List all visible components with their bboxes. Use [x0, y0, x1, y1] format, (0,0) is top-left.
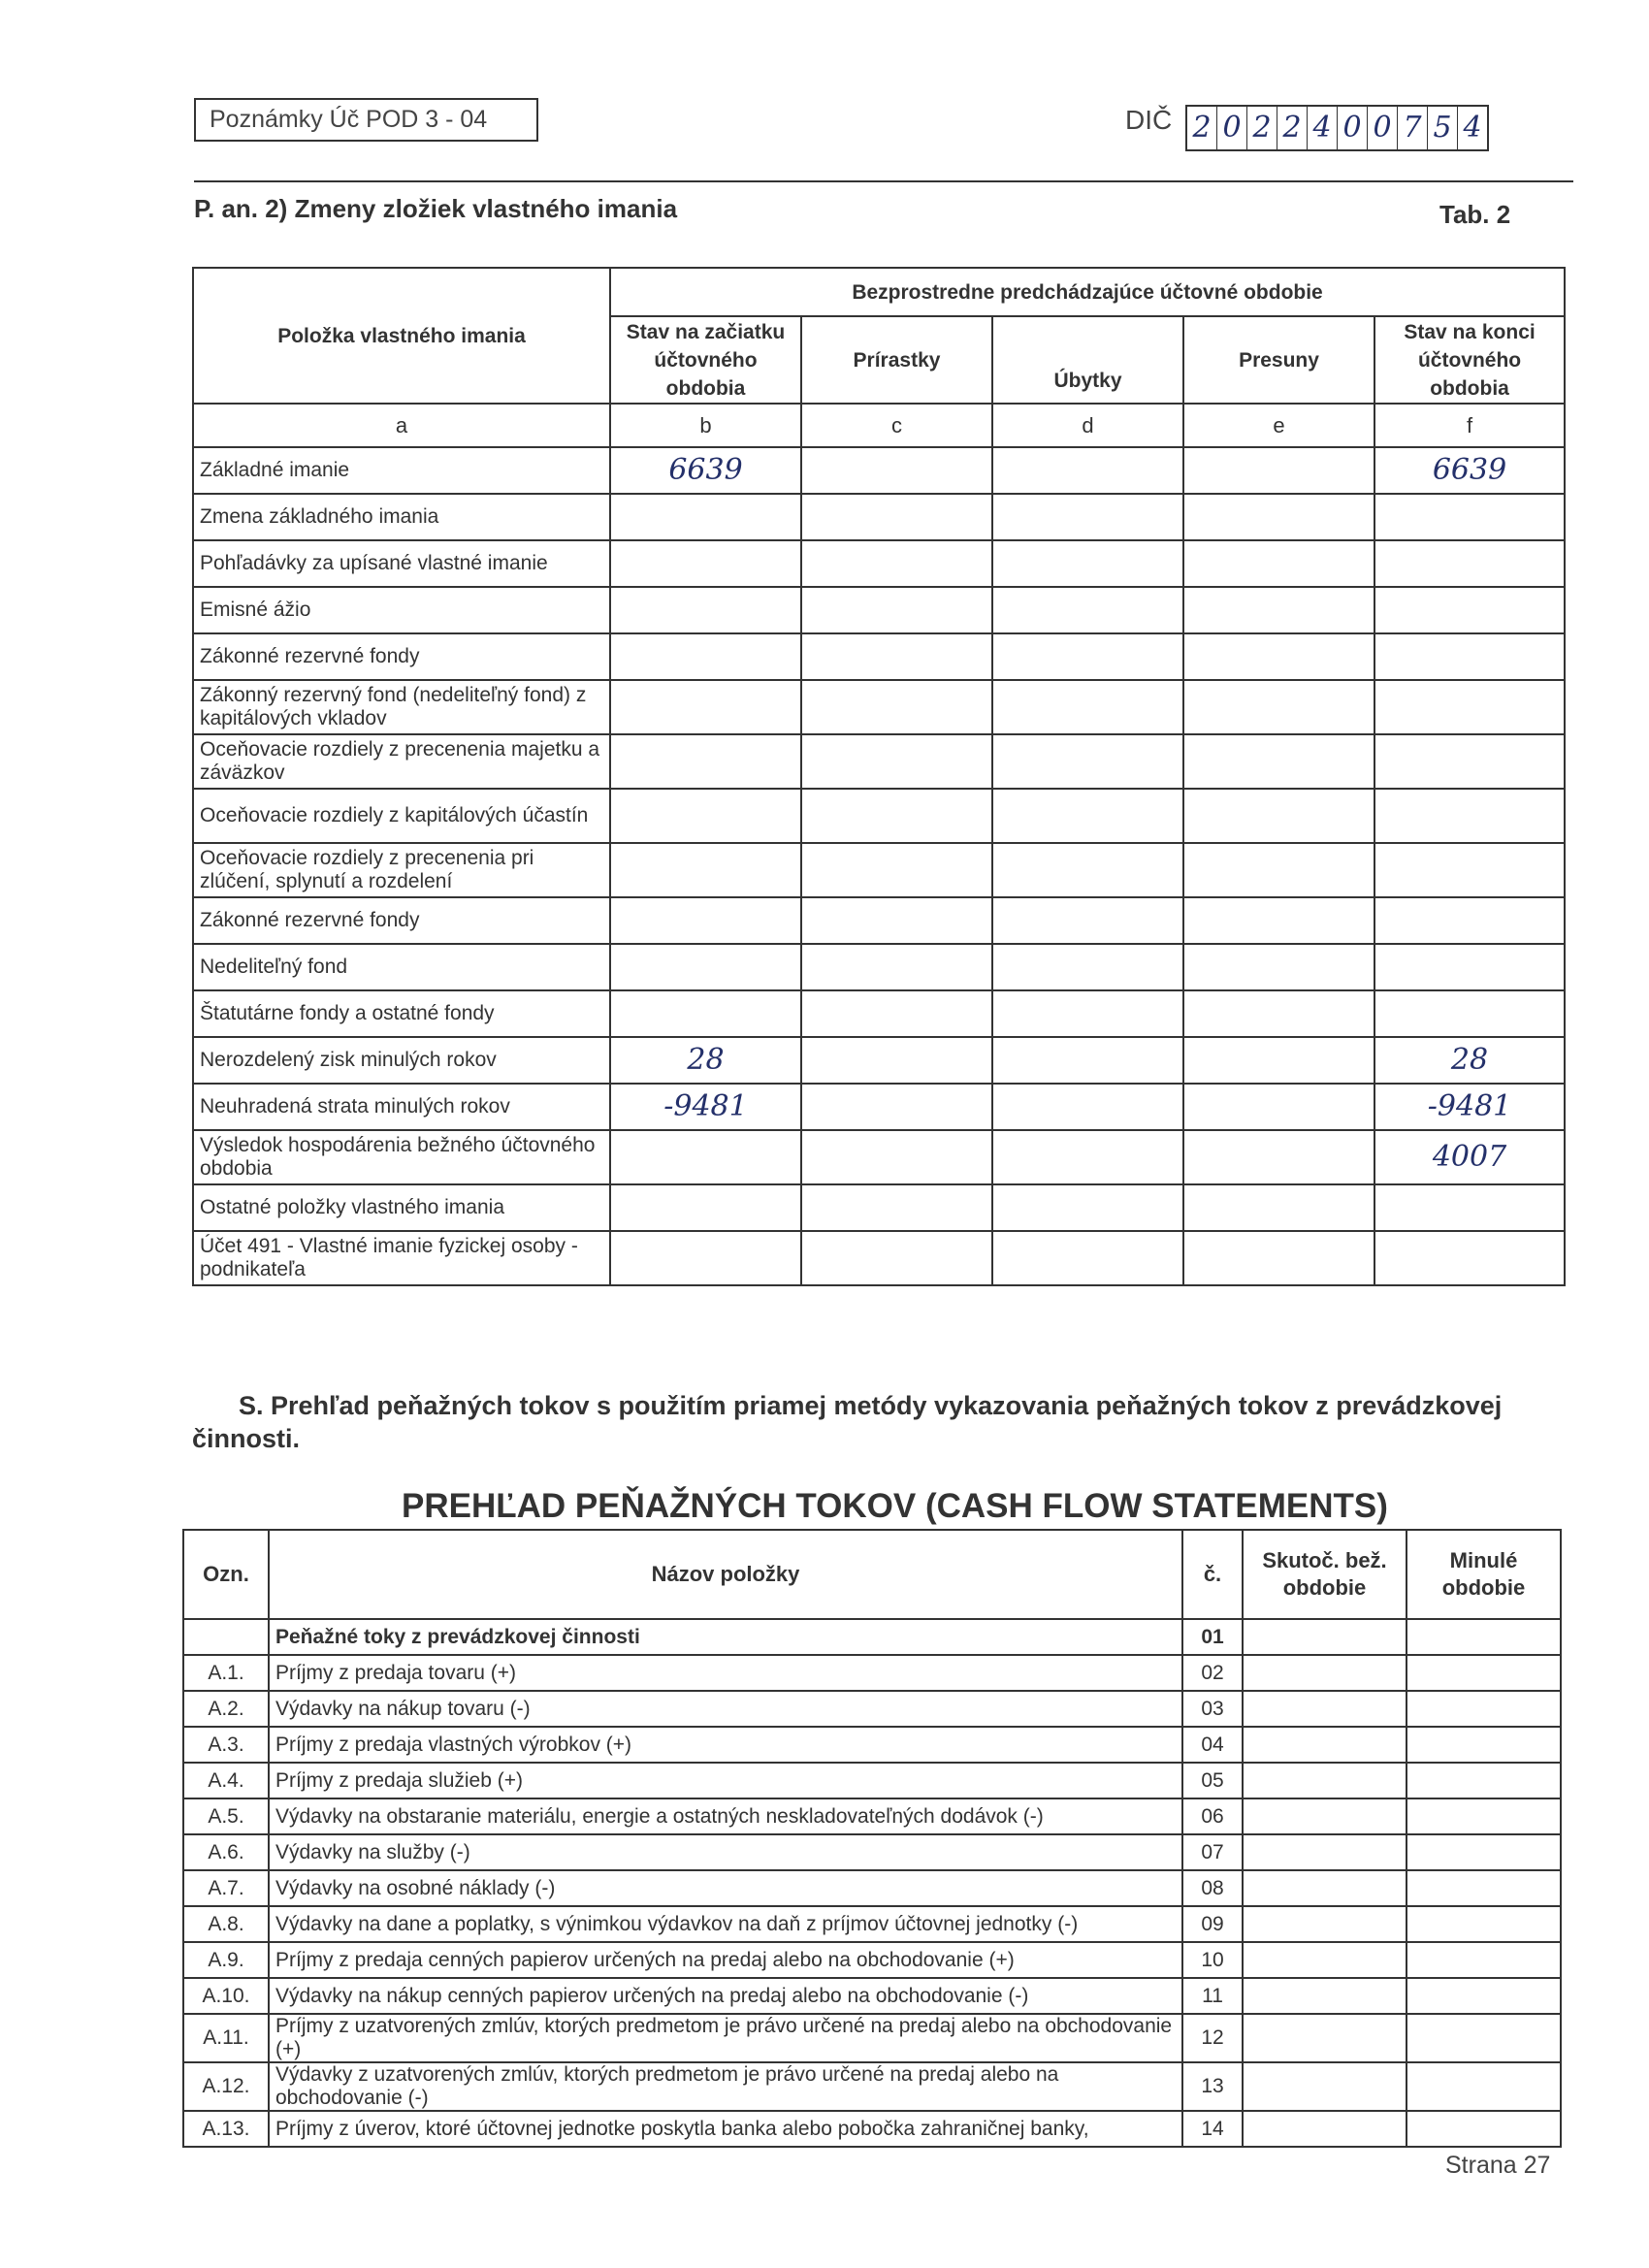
- section-p-title: P. an. 2) Zmeny zložiek vlastného imania: [194, 194, 678, 223]
- cell-b: [610, 587, 801, 633]
- cell-previous: [1406, 1906, 1561, 1942]
- col-header-item: Položka vlastného imania: [193, 268, 610, 404]
- dic-digit: 2: [1187, 107, 1217, 149]
- cell-e: [1183, 633, 1374, 680]
- cell-code: A.4.: [183, 1763, 269, 1798]
- cell-d: [992, 447, 1183, 494]
- cell-d: [992, 494, 1183, 540]
- cell-d: [992, 1037, 1183, 1084]
- cell-b: [610, 843, 801, 897]
- table-row: [193, 734, 1565, 789]
- cell-current: [1243, 2062, 1406, 2111]
- cell-c: [801, 789, 992, 843]
- table-row: [193, 447, 1565, 494]
- cell-e: [1183, 1130, 1374, 1184]
- cell-name: Výdavky na služby (-): [269, 1834, 1182, 1870]
- dic-number: [1185, 105, 1489, 151]
- cell-current: [1243, 1763, 1406, 1798]
- cell-b: [610, 789, 801, 843]
- row-label: Zákonný rezervný fond (nedeliteľný fond) z kapitálových vkladov: [193, 680, 610, 734]
- cell-code: A.3.: [183, 1727, 269, 1763]
- cell-no: 09: [1182, 1906, 1243, 1942]
- form-label: Poznámky Úč POD 3 - 04: [194, 98, 538, 142]
- cell-previous: [1406, 2111, 1561, 2147]
- cell-no: 14: [1182, 2111, 1243, 2147]
- cell-e: [1183, 494, 1374, 540]
- cell-code: [183, 1619, 269, 1655]
- table-row: [183, 1942, 1561, 1978]
- cell-d: [992, 1084, 1183, 1130]
- cell-d: [992, 587, 1183, 633]
- table-row: [183, 1834, 1561, 1870]
- col-header-end: Stav na konci účtovného obdobia: [1374, 316, 1565, 404]
- row-label: Oceňovacie rozdiely z precenenia majetku a záväzkov: [193, 734, 610, 789]
- cell-f: [1374, 734, 1565, 789]
- cell-code: A.13.: [183, 2111, 269, 2147]
- cell-b: 6639: [610, 447, 801, 494]
- cell-e: [1183, 1184, 1374, 1231]
- cell-current: [1243, 1691, 1406, 1727]
- table-row: [193, 944, 1565, 990]
- cell-d: [992, 633, 1183, 680]
- cell-current: [1243, 1655, 1406, 1691]
- table-row: [193, 1037, 1565, 1084]
- table-row: [193, 633, 1565, 680]
- cell-no: 05: [1182, 1763, 1243, 1798]
- page-number: Strana 27: [1445, 2152, 1551, 2179]
- cell-e: [1183, 680, 1374, 734]
- cell-e: [1183, 843, 1374, 897]
- cell-b: [610, 1184, 801, 1231]
- table-row: [193, 1184, 1565, 1231]
- cell-name: Príjmy z predaja služieb (+): [269, 1763, 1182, 1798]
- cell-name: Príjmy z uzatvorených zmlúv, ktorých predmetom je právo určené na predaj alebo na obchodovanie (+): [269, 2014, 1182, 2062]
- cell-f: [1374, 990, 1565, 1037]
- dic-digit: 4: [1463, 111, 1482, 145]
- dic-digit: 2: [1277, 107, 1308, 149]
- col-header-current: Skutoč. bež. obdobie: [1243, 1530, 1406, 1619]
- cell-c: [801, 587, 992, 633]
- column-letters-row: [193, 404, 1565, 447]
- cell-f: 28: [1374, 1037, 1565, 1084]
- cell-e: [1183, 1084, 1374, 1130]
- cell-code: A.6.: [183, 1834, 269, 1870]
- cell-code: A.5.: [183, 1798, 269, 1834]
- cell-b: [610, 1130, 801, 1184]
- row-label: Štatutárne fondy a ostatné fondy: [193, 990, 610, 1037]
- cell-no: 02: [1182, 1655, 1243, 1691]
- cell-previous: [1406, 1691, 1561, 1727]
- column-letter: b: [610, 404, 801, 447]
- table-row: [193, 540, 1565, 587]
- cell-b: [610, 540, 801, 587]
- cell-code: A.11.: [183, 2014, 269, 2062]
- col-header-transfers: Presuny: [1183, 316, 1374, 404]
- row-label: Oceňovacie rozdiely z precenenia pri zlúčení, splynutí a rozdelení: [193, 843, 610, 897]
- cell-d: [992, 990, 1183, 1037]
- cell-name: Príjmy z predaja vlastných výrobkov (+): [269, 1727, 1182, 1763]
- cell-c: [801, 1084, 992, 1130]
- table-row: [183, 1906, 1561, 1942]
- cell-c: [801, 1184, 992, 1231]
- cell-b: [610, 1231, 801, 1285]
- table-row: [183, 2014, 1561, 2062]
- cell-no: 03: [1182, 1691, 1243, 1727]
- column-letter: a: [193, 404, 610, 447]
- cell-e: [1183, 1037, 1374, 1084]
- cell-name: Výdavky na nákup tovaru (-): [269, 1691, 1182, 1727]
- cell-code: A.10.: [183, 1978, 269, 2014]
- column-letter: f: [1374, 404, 1565, 447]
- table-row: [183, 2111, 1561, 2147]
- col-header-decrease: Úbytky: [992, 316, 1183, 404]
- cell-c: [801, 843, 992, 897]
- cell-current: [1243, 1906, 1406, 1942]
- table-row: [193, 1130, 1565, 1184]
- row-label: Zákonné rezervné fondy: [193, 633, 610, 680]
- row-label: Ostatné položky vlastného imania: [193, 1184, 610, 1231]
- cell-b: 28: [610, 1037, 801, 1084]
- cell-code: A.12.: [183, 2062, 269, 2111]
- cell-previous: [1406, 1870, 1561, 1906]
- column-letter: e: [1183, 404, 1374, 447]
- cell-f: 4007: [1374, 1130, 1565, 1184]
- cell-name: Príjmy z predaja cenných papierov určených na predaj alebo na obchodovanie (+): [269, 1942, 1182, 1978]
- dic-digit: 7: [1398, 107, 1428, 149]
- cell-f: [1374, 540, 1565, 587]
- cell-c: [801, 897, 992, 944]
- cell-c: [801, 1231, 992, 1285]
- cell-previous: [1406, 1655, 1561, 1691]
- table-row: [193, 789, 1565, 843]
- cell-no: 06: [1182, 1798, 1243, 1834]
- cell-c: [801, 944, 992, 990]
- table-row: [183, 1978, 1561, 2014]
- cell-no: 10: [1182, 1942, 1243, 1978]
- cell-current: [1243, 1870, 1406, 1906]
- cell-previous: [1406, 1619, 1561, 1655]
- cell-c: [801, 494, 992, 540]
- cell-current: [1243, 1942, 1406, 1978]
- cell-d: [992, 1231, 1183, 1285]
- cell-code: A.8.: [183, 1906, 269, 1942]
- table-row: [183, 2062, 1561, 2111]
- cell-f: [1374, 897, 1565, 944]
- row-label: Nerozdelený zisk minulých rokov: [193, 1037, 610, 1084]
- cell-no: 04: [1182, 1727, 1243, 1763]
- cell-previous: [1406, 1834, 1561, 1870]
- cell-c: [801, 990, 992, 1037]
- cell-previous: [1406, 2014, 1561, 2062]
- cell-name: Príjmy z úverov, ktoré účtovnej jednotke poskytla banka alebo pobočka zahraničnej banky,: [269, 2111, 1182, 2147]
- col-header-name: Názov položky: [269, 1530, 1182, 1619]
- cell-f: [1374, 843, 1565, 897]
- table-row: [193, 897, 1565, 944]
- row-label: Emisné ážio: [193, 587, 610, 633]
- cell-name: Výdavky na osobné náklady (-): [269, 1870, 1182, 1906]
- cell-d: [992, 540, 1183, 587]
- row-label: Neuhradená strata minulých rokov: [193, 1084, 610, 1130]
- cash-flow-table: [182, 1529, 1562, 2148]
- col-header-no: č.: [1182, 1530, 1243, 1619]
- cell-c: [801, 1130, 992, 1184]
- cash-flow-title: PREHĽAD PEŇAŽNÝCH TOKOV (CASH FLOW STATEMENTS): [402, 1487, 1388, 1525]
- cell-current: [1243, 1978, 1406, 2014]
- dic-digit: 4: [1308, 107, 1338, 149]
- cell-previous: [1406, 2062, 1561, 2111]
- row-label: Účet 491 - Vlastné imanie fyzickej osoby - podnikateľa: [193, 1231, 610, 1285]
- dic-digit: 0: [1217, 107, 1247, 149]
- cell-name: Výdavky na dane a poplatky, s výnimkou výdavkov na daň z príjmov účtovnej jednotky (-): [269, 1906, 1182, 1942]
- column-letter: d: [992, 404, 1183, 447]
- cell-b: [610, 990, 801, 1037]
- cell-f: 6639: [1374, 447, 1565, 494]
- cell-current: [1243, 1798, 1406, 1834]
- col-header-code: Ozn.: [183, 1530, 269, 1619]
- cell-b: [610, 680, 801, 734]
- cell-no: 13: [1182, 2062, 1243, 2111]
- dic-digit: 2: [1247, 107, 1277, 149]
- cell-code: A.2.: [183, 1691, 269, 1727]
- dic-label: DIČ: [1125, 105, 1173, 135]
- cell-current: [1243, 1619, 1406, 1655]
- cell-e: [1183, 587, 1374, 633]
- cell-no: 08: [1182, 1870, 1243, 1906]
- cell-previous: [1406, 1763, 1561, 1798]
- cell-f: [1374, 633, 1565, 680]
- cell-e: [1183, 990, 1374, 1037]
- cell-d: [992, 789, 1183, 843]
- cell-no: 07: [1182, 1834, 1243, 1870]
- row-label: Pohľadávky za upísané vlastné imanie: [193, 540, 610, 587]
- cell-code: A.1.: [183, 1655, 269, 1691]
- cell-current: [1243, 2111, 1406, 2147]
- cell-f: [1374, 680, 1565, 734]
- table-row: [193, 494, 1565, 540]
- cell-b: [610, 897, 801, 944]
- header-rule: [194, 180, 1573, 182]
- cell-code: A.7.: [183, 1870, 269, 1906]
- dic-digit: 0: [1368, 107, 1398, 149]
- cell-previous: [1406, 1798, 1561, 1834]
- cell-c: [801, 447, 992, 494]
- cell-previous: [1406, 1978, 1561, 2014]
- col-header-start: Stav na začiatku účtovného obdobia: [610, 316, 801, 404]
- cell-d: [992, 680, 1183, 734]
- cell-d: [992, 843, 1183, 897]
- dic-digit: 5: [1428, 107, 1458, 149]
- cell-e: [1183, 447, 1374, 494]
- cell-f: [1374, 1231, 1565, 1285]
- cell-f: [1374, 944, 1565, 990]
- table-row: [183, 1619, 1561, 1655]
- table-row: [193, 843, 1565, 897]
- table-row: [193, 587, 1565, 633]
- cell-b: [610, 494, 801, 540]
- cell-d: [992, 944, 1183, 990]
- row-label: Nedeliteľný fond: [193, 944, 610, 990]
- cell-b: [610, 734, 801, 789]
- equity-changes-table: [192, 267, 1566, 1286]
- cell-d: [992, 1130, 1183, 1184]
- column-letter: c: [801, 404, 992, 447]
- row-label: Zmena základného imania: [193, 494, 610, 540]
- cell-e: [1183, 540, 1374, 587]
- table-row: [183, 1655, 1561, 1691]
- cell-current: [1243, 2014, 1406, 2062]
- cell-e: [1183, 734, 1374, 789]
- cell-name: Príjmy z predaja tovaru (+): [269, 1655, 1182, 1691]
- table-row: [183, 1798, 1561, 1834]
- table-row: [193, 990, 1565, 1037]
- cell-b: [610, 633, 801, 680]
- col-header-previous: Minulé obdobie: [1406, 1530, 1561, 1619]
- cell-c: [801, 540, 992, 587]
- cell-c: [801, 680, 992, 734]
- cell-e: [1183, 789, 1374, 843]
- cell-previous: [1406, 1942, 1561, 1978]
- table-row: [183, 1763, 1561, 1798]
- table-row: [193, 1084, 1565, 1130]
- cell-d: [992, 897, 1183, 944]
- row-label: Zákonné rezervné fondy: [193, 897, 610, 944]
- cell-name: Výdavky na nákup cenných papierov určených na predaj alebo na obchodovanie (-): [269, 1978, 1182, 2014]
- section-s-title: S. Prehľad peňažných tokov s použitím priamej metódy vykazovania peňažných tokov z prevádzkovej činnosti.: [192, 1391, 1503, 1453]
- cell-d: [992, 734, 1183, 789]
- cell-e: [1183, 1231, 1374, 1285]
- cell-no: 11: [1182, 1978, 1243, 2014]
- cell-name: Výdavky na obstaranie materiálu, energie a ostatných neskladovateľných dodávok (-): [269, 1798, 1182, 1834]
- cell-name: Peňažné toky z prevádzkovej činnosti: [269, 1619, 1182, 1655]
- row-label: Výsledok hospodárenia bežného účtovného obdobia: [193, 1130, 610, 1184]
- cell-d: [992, 1184, 1183, 1231]
- cell-no: 12: [1182, 2014, 1243, 2062]
- cell-f: [1374, 789, 1565, 843]
- table-row: [183, 1870, 1561, 1906]
- table-row: [193, 680, 1565, 734]
- row-label: Oceňovacie rozdiely z kapitálových účastín: [193, 789, 610, 843]
- cell-f: [1374, 494, 1565, 540]
- cell-b: [610, 944, 801, 990]
- cell-current: [1243, 1834, 1406, 1870]
- cell-name: Výdavky z uzatvorených zmlúv, ktorých predmetom je právo určené na predaj alebo na obchodovanie (-): [269, 2062, 1182, 2111]
- cell-no: 01: [1182, 1619, 1243, 1655]
- table-label: Tab. 2: [1439, 200, 1511, 229]
- cell-e: [1183, 897, 1374, 944]
- row-label: Základné imanie: [193, 447, 610, 494]
- table-row: [183, 1691, 1561, 1727]
- col-header-increase: Prírastky: [801, 316, 992, 404]
- table-row: [183, 1727, 1561, 1763]
- cell-b: -9481: [610, 1084, 801, 1130]
- cell-code: A.9.: [183, 1942, 269, 1978]
- cell-c: [801, 633, 992, 680]
- cell-f: [1374, 587, 1565, 633]
- cell-f: [1374, 1184, 1565, 1231]
- cell-c: [801, 734, 992, 789]
- cell-current: [1243, 1727, 1406, 1763]
- col-header-period: Bezprostredne predchádzajúce účtovné obdobie: [610, 268, 1565, 316]
- cell-c: [801, 1037, 992, 1084]
- cell-e: [1183, 944, 1374, 990]
- cell-previous: [1406, 1727, 1561, 1763]
- table-row: [193, 1231, 1565, 1285]
- cell-f: -9481: [1374, 1084, 1565, 1130]
- dic-digit: 0: [1338, 107, 1368, 149]
